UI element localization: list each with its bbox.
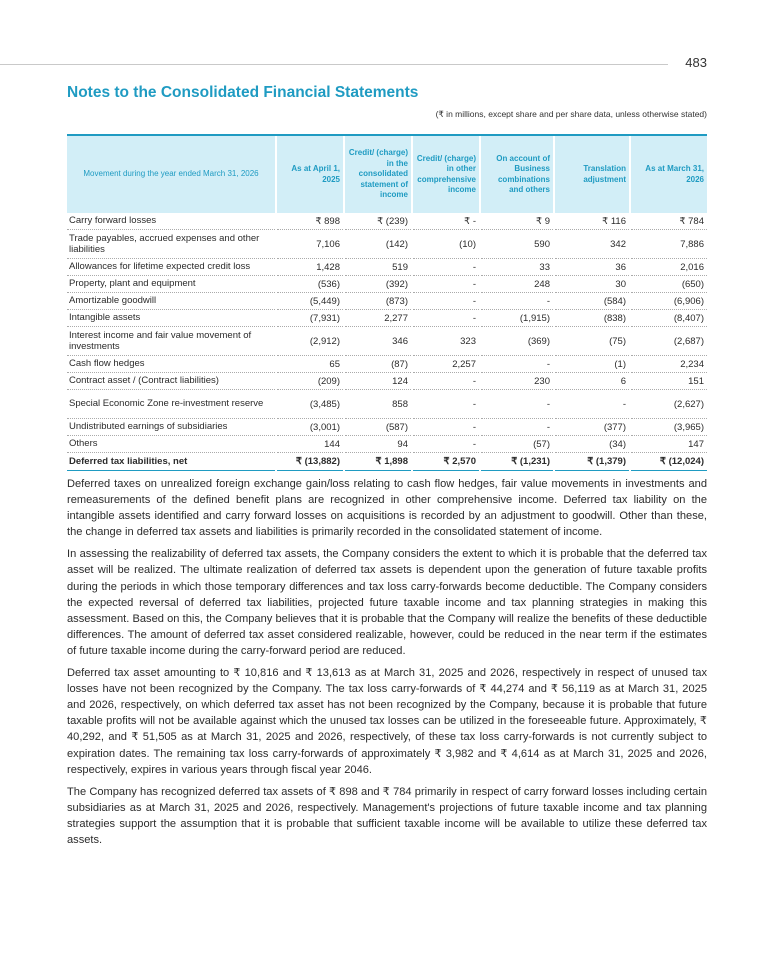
table-cell: 33 (481, 259, 553, 276)
table-cell: 30 (555, 276, 629, 293)
table-cell: (2,912) (277, 327, 343, 356)
page-number: 483 (685, 55, 707, 70)
table-cell: 144 (277, 436, 343, 453)
table-cell: ₹ 784 (631, 213, 707, 230)
table-cell: (377) (555, 419, 629, 436)
table-cell: 36 (555, 259, 629, 276)
row-label: Amortizable goodwill (67, 293, 275, 310)
page-title: Notes to the Consolidated Financial Statements (67, 84, 419, 101)
table-cell: (34) (555, 436, 629, 453)
table-cell: - (481, 293, 553, 310)
table-cell: (10) (413, 230, 479, 259)
table-cell: - (481, 356, 553, 373)
table-cell: 2,234 (631, 356, 707, 373)
table-cell: 7,106 (277, 230, 343, 259)
table-cell: ₹ (239) (345, 213, 411, 230)
table-cell: (1) (555, 356, 629, 373)
table-cell: (873) (345, 293, 411, 310)
table-cell: 147 (631, 436, 707, 453)
table-cell: - (413, 310, 479, 327)
units-note: (₹ in millions, except share and per share data, unless otherwise stated) (435, 109, 707, 119)
table-cell: 858 (345, 390, 411, 419)
table-cell: 124 (345, 373, 411, 390)
table-cell: - (481, 419, 553, 436)
table-cell: ₹ 2,570 (413, 453, 479, 471)
table-cell: (2,687) (631, 327, 707, 356)
row-label: Interest income and fair value movement of investments (67, 327, 275, 356)
table-cell: 94 (345, 436, 411, 453)
table-cell: ₹ 116 (555, 213, 629, 230)
table-cell: 323 (413, 327, 479, 356)
table-cell: 248 (481, 276, 553, 293)
table-row (67, 276, 707, 293)
column-header: As at March 31, 2026 (631, 135, 707, 213)
table-cell: (838) (555, 310, 629, 327)
table-cell: (2,627) (631, 390, 707, 419)
table-cell: 2,016 (631, 259, 707, 276)
table-cell: (6,906) (631, 293, 707, 310)
table-cell: - (481, 390, 553, 419)
deferred-tax-table (67, 134, 707, 471)
column-header: Credit/ (charge) in other comprehensive income (413, 135, 479, 213)
row-label: Deferred tax liabilities, net (67, 453, 275, 471)
table-cell: (5,449) (277, 293, 343, 310)
table-cell: (584) (555, 293, 629, 310)
table-cell: ₹ (1,379) (555, 453, 629, 471)
table-cell: 65 (277, 356, 343, 373)
table-total-row (67, 453, 707, 471)
table-row (67, 356, 707, 373)
table-row (67, 419, 707, 436)
table-cell: (209) (277, 373, 343, 390)
table-cell: (1,915) (481, 310, 553, 327)
table-cell: 7,886 (631, 230, 707, 259)
table-cell: 2,277 (345, 310, 411, 327)
row-label: Trade payables, accrued expenses and other liabilities (67, 230, 275, 259)
row-label: Property, plant and equipment (67, 276, 275, 293)
header-rule (0, 64, 668, 65)
table-cell: 230 (481, 373, 553, 390)
table-cell: - (413, 293, 479, 310)
paragraph: Deferred tax asset amounting to ₹ 10,816 and ₹ 13,613 as at March 31, 2025 and 2026, respectively in respect of unused tax losses have not been recognized by the Company. The tax loss carry-forwards of ₹ 44,274 and ₹ 56,119 as at March 31, 2025 and 2026, respectively, on which deferred tax asset has not been recognized by the Company, because it is probable that future taxable profits will not be available against which the unused tax losses can be utilized in the foreseeable future. Approximately, ₹ 40,292, and ₹ 51,505 as at March 31, 2025 and 2026, respectively, of these tax loss carry-forwards is not currently subject to expiration dates. The remaining tax loss carry-forwards of approximately ₹ 3,982 and ₹ 4,614 as at March 31, 2025 and 2026, respectively, expires in various years through fiscal year 2046. (67, 667, 707, 776)
column-header: Credit/ (charge) in the consolidated statement of income (345, 135, 411, 213)
table-cell: (8,407) (631, 310, 707, 327)
table-cell: (3,485) (277, 390, 343, 419)
table-header-row (67, 135, 707, 213)
table-cell: - (555, 390, 629, 419)
table-cell: (536) (277, 276, 343, 293)
row-label: Special Economic Zone re-investment reserve (67, 390, 275, 419)
table-cell: ₹ 9 (481, 213, 553, 230)
table-row (67, 373, 707, 390)
row-label: Intangible assets (67, 310, 275, 327)
table-cell: (587) (345, 419, 411, 436)
row-label: Others (67, 436, 275, 453)
table-cell: ₹ - (413, 213, 479, 230)
table-cell: (7,931) (277, 310, 343, 327)
column-header: Translation adjustment (555, 135, 629, 213)
table-cell: ₹ (12,024) (631, 453, 707, 471)
table-cell: ₹ (1,231) (481, 453, 553, 471)
paragraph: The Company has recognized deferred tax assets of ₹ 898 and ₹ 784 primarily in respect of carry forward losses including certain subsidiaries as at March 31, 2025 and 2026, respectively. Management's projections of future taxable income and tax planning strategies support the assumption that it is probable that sufficient taxable income will be available to utilize these deferred tax assets. (67, 785, 707, 846)
table-cell: 590 (481, 230, 553, 259)
table-cell: (3,965) (631, 419, 707, 436)
row-label: Undistributed earnings of subsidiaries (67, 419, 275, 436)
table-cell: 2,257 (413, 356, 479, 373)
table-cell: (142) (345, 230, 411, 259)
column-header: On account of Business combinations and others (481, 135, 553, 213)
table-row (67, 310, 707, 327)
table-cell: - (413, 436, 479, 453)
table-row (67, 327, 707, 356)
table-cell: - (413, 373, 479, 390)
row-label: Carry forward losses (67, 213, 275, 230)
table-cell: - (413, 259, 479, 276)
row-label: Contract asset / (Contract liabilities) (67, 373, 275, 390)
table-row (67, 213, 707, 230)
table-row (67, 230, 707, 259)
table-cell: (3,001) (277, 419, 343, 436)
table-cell: - (413, 276, 479, 293)
table-cell: 1,428 (277, 259, 343, 276)
notes-body (67, 476, 707, 854)
table-cell: (57) (481, 436, 553, 453)
table-cell: ₹ (13,882) (277, 453, 343, 471)
table-cell: 6 (555, 373, 629, 390)
table-cell: - (413, 390, 479, 419)
row-label: Allowances for lifetime expected credit loss (67, 259, 275, 276)
paragraph: Deferred taxes on unrealized foreign exchange gain/loss relating to cash flow hedges, fair value movements in investments and remeasurements of the defined benefit plans are recognized in other comprehensive income. Deferred tax liability on the intangible assets identified and carry forward losses on acquisitions is recorded by an adjustment to goodwill. Other than these, the change in deferred tax assets and liabilities is primarily recorded in the consolidated statement of income. (67, 478, 707, 539)
column-header: Movement during the year ended March 31, 2026 (67, 135, 275, 213)
table-row (67, 390, 707, 419)
table-cell: (87) (345, 356, 411, 373)
table-row (67, 436, 707, 453)
table-cell: - (413, 419, 479, 436)
table-cell: ₹ 1,898 (345, 453, 411, 471)
paragraph: In assessing the realizability of deferred tax assets, the Company considers the extent to which it is probable that the deferred tax asset will be realized. The ultimate realization of deferred tax assets is dependent upon the generation of future taxable profits during the periods in which those temporary differences and tax loss carry-forwards become deductible. The Company considers the expected reversal of deferred tax liabilities, projected future taxable income and tax planning strategies in making this assessment. Based on this, the Company believes that it is probable that the Company will realize the benefits of these deductible differences. The amount of deferred tax asset considered realizable, however, could be reduced in the near term if the estimates of future taxable income during the carry-forward period are reduced. (67, 548, 707, 657)
table-row (67, 293, 707, 310)
table-cell: 346 (345, 327, 411, 356)
table-cell: (392) (345, 276, 411, 293)
row-label: Cash flow hedges (67, 356, 275, 373)
table-cell: (75) (555, 327, 629, 356)
column-header: As at April 1, 2025 (277, 135, 343, 213)
table-cell: ₹ 898 (277, 213, 343, 230)
table-cell: 342 (555, 230, 629, 259)
table-cell: 519 (345, 259, 411, 276)
table-cell: (369) (481, 327, 553, 356)
table-cell: 151 (631, 373, 707, 390)
table-cell: (650) (631, 276, 707, 293)
table-row (67, 259, 707, 276)
